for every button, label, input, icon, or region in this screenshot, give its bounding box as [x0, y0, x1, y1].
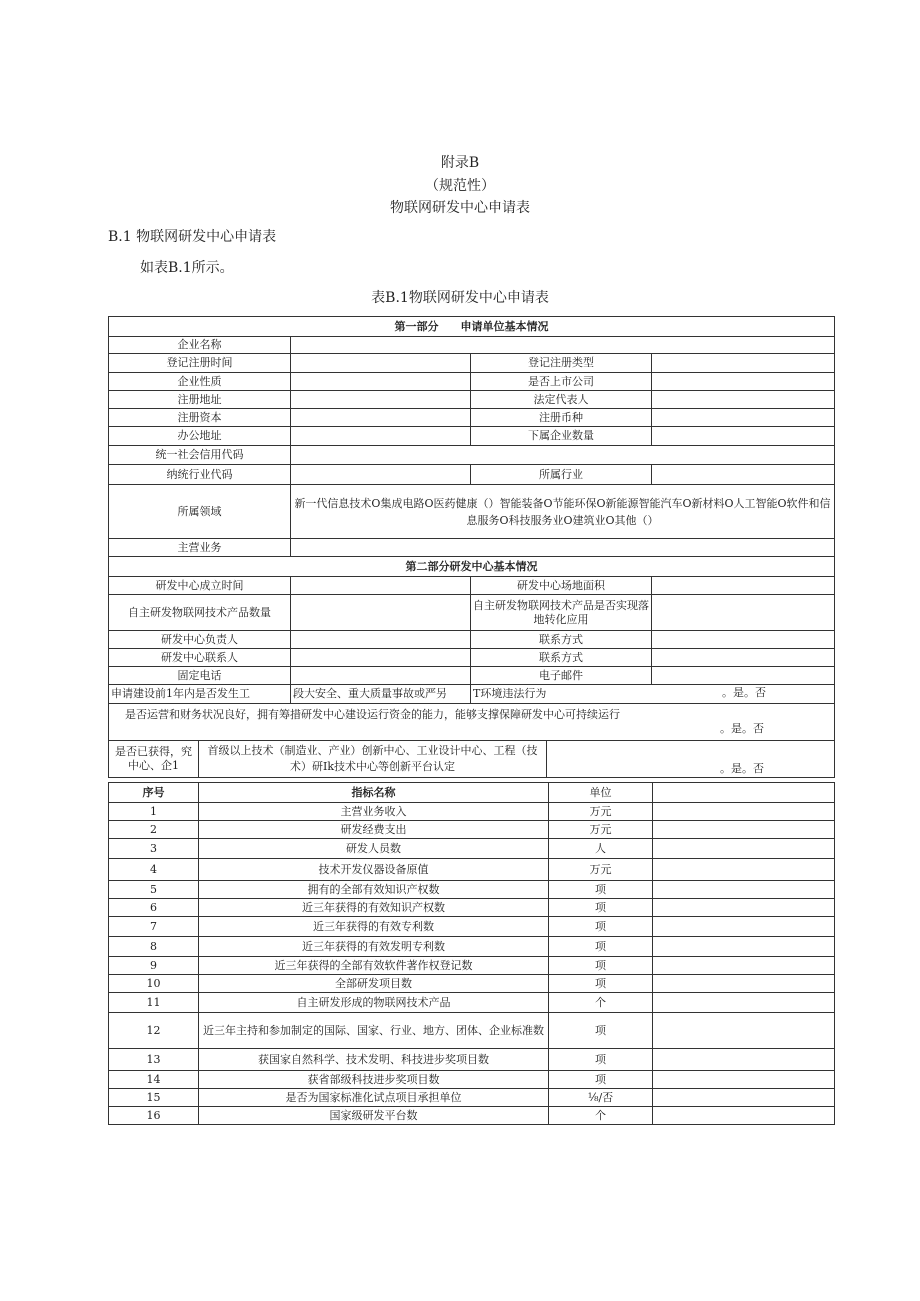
nature-label: 企业性质 [109, 373, 291, 391]
indicator-row [109, 821, 835, 839]
form-row [109, 539, 835, 557]
indicator-value[interactable] [653, 859, 835, 881]
field-label: 所属领域 [109, 485, 291, 539]
appendix-nature: （规范性） [425, 178, 495, 194]
indicator-unit: 项 [549, 881, 653, 899]
company-name-label: 企业名称 [109, 337, 291, 354]
indicator-value[interactable] [653, 899, 835, 917]
indicator-no: 13 [109, 1049, 199, 1071]
contact-method-label: 联系方式 [471, 631, 652, 649]
indicator-name: 获国家自然科学、技术发明、科技进步奖项目数 [199, 1049, 549, 1071]
area-value[interactable] [652, 577, 835, 595]
indicator-no: 10 [109, 975, 199, 993]
indicator-no: 6 [109, 899, 199, 917]
director-value[interactable] [291, 631, 471, 649]
indicator-unit: 项 [549, 1013, 653, 1049]
part1-title: 第一部分 申请单位基本情况 [109, 317, 835, 337]
reg-time-value[interactable] [291, 354, 471, 373]
form-row [109, 741, 835, 778]
indicator-value[interactable] [653, 937, 835, 957]
indicator-row [109, 839, 835, 859]
credit-code-value[interactable] [291, 446, 835, 465]
q1-text-c [471, 685, 835, 704]
indicator-unit: 万元 [549, 803, 653, 821]
listed-value[interactable] [652, 373, 835, 391]
form-row [109, 577, 835, 595]
indicator-unit: 项 [549, 937, 653, 957]
product-applied-value[interactable] [652, 595, 835, 631]
col-name-header: 指标名称 [199, 783, 549, 803]
indicator-unit: ⅛/否 [549, 1089, 653, 1107]
subsidiaries-value[interactable] [652, 427, 835, 446]
indicator-row [109, 1049, 835, 1071]
indicator-no: 15 [109, 1089, 199, 1107]
q2-text: 是否运营和财务状况良好，拥有筹措研发中心建设运行资金的能力，能够支撑保障研发中心可持续运行 [125, 708, 620, 721]
col-unit-header: 单位 [549, 783, 653, 803]
q3-text-b: 首级以上技术（制造业、产业）创新中心、工业设计中心、工程（技术）研Ik技术中心等创新平台认定 [199, 741, 547, 778]
part1-title-row [109, 317, 835, 337]
indicator-header-row [109, 783, 835, 803]
indicator-value[interactable] [653, 917, 835, 937]
indicator-no: 5 [109, 881, 199, 899]
office-label: 办公地址 [109, 427, 291, 446]
indicator-name: 研发经费支出 [199, 821, 549, 839]
contact-person-label: 研发中心联系人 [109, 649, 291, 667]
q2-cell [109, 704, 835, 741]
email-label: 电子邮件 [471, 667, 652, 685]
indicator-unit: 万元 [549, 859, 653, 881]
indicator-row [109, 1013, 835, 1049]
indicator-unit: 项 [549, 975, 653, 993]
phone-label: 固定电话 [109, 667, 291, 685]
industry-label: 所属行业 [471, 465, 652, 485]
indicator-row [109, 993, 835, 1013]
indicator-table [108, 782, 835, 1125]
contact-person-value[interactable] [291, 649, 471, 667]
indicator-no: 16 [109, 1107, 199, 1125]
field-options[interactable]: 新一代信息技术O集成电路O医药健康（）智能装备O节能环保O新能源智能汽车O新材料O人工智能O软件和信息服务O科技服务业O建筑业O其他（） [291, 485, 835, 539]
indicator-name: 获省部级科技进步奖项目数 [199, 1071, 549, 1089]
indicator-value[interactable] [653, 1049, 835, 1071]
indicator-no: 11 [109, 993, 199, 1013]
indicator-no: 1 [109, 803, 199, 821]
indicator-no: 9 [109, 957, 199, 975]
established-label: 研发中心成立时间 [109, 577, 291, 595]
q3-text-a: 是否已获得，究中心、企1 [109, 741, 199, 778]
indicator-unit: 个 [549, 993, 653, 1013]
appendix-title: 物联网研发中心申请表 [390, 200, 530, 216]
q1-text-b: 段大安全、重大质量事故或严另 [291, 685, 471, 704]
area-label: 研发中心场地面积 [471, 577, 652, 595]
reg-type-label: 登记注册类型 [471, 354, 652, 373]
form-row [109, 446, 835, 465]
reg-type-value[interactable] [652, 354, 835, 373]
contact-method-value[interactable] [652, 631, 835, 649]
form-row [109, 631, 835, 649]
form-row [109, 391, 835, 409]
form-row [109, 704, 835, 741]
phone-value[interactable] [291, 667, 471, 685]
indicator-name: 近三年获得的有效专利数 [199, 917, 549, 937]
q1-text-a: 申请建设前1年内是否发生工 [109, 685, 291, 704]
form-row [109, 485, 835, 539]
indicator-no: 12 [109, 1013, 199, 1049]
indicator-value[interactable] [653, 1013, 835, 1049]
main-business-value[interactable] [291, 539, 835, 557]
indicator-no: 3 [109, 839, 199, 859]
indicator-row [109, 899, 835, 917]
form-row [109, 667, 835, 685]
indicator-row [109, 957, 835, 975]
indicator-no: 14 [109, 1071, 199, 1089]
form-row [109, 337, 835, 354]
indicator-value[interactable] [653, 1107, 835, 1125]
legal-rep-label: 法定代表人 [471, 391, 652, 409]
col-value-header [653, 783, 835, 803]
capital-value[interactable] [291, 409, 471, 427]
indicator-value[interactable] [653, 957, 835, 975]
section-intro: 如表B.1所示。 [140, 260, 234, 276]
indicator-no: 2 [109, 821, 199, 839]
indicator-row [109, 881, 835, 899]
indicator-unit: 项 [549, 899, 653, 917]
q1-yes-no[interactable]: 。是。否 [722, 686, 766, 699]
q1-text-c-label: T环境违法行为 [473, 687, 547, 700]
q3-cell [547, 741, 835, 778]
subsidiaries-label: 下属企业数量 [471, 427, 652, 446]
contact-method-value[interactable] [652, 649, 835, 667]
part2-title-row [109, 557, 835, 577]
indicator-unit: 万元 [549, 821, 653, 839]
contact-method-label: 联系方式 [471, 649, 652, 667]
indicator-unit: 项 [549, 917, 653, 937]
indicator-name: 自主研发形成的物联网技术产品 [199, 993, 549, 1013]
nature-value[interactable] [291, 373, 471, 391]
indicator-unit: 人 [549, 839, 653, 859]
indicator-row [109, 937, 835, 957]
indicator-value[interactable] [653, 1089, 835, 1107]
indicator-name: 是否为国家标准化试点项目承担单位 [199, 1089, 549, 1107]
product-count-label: 自主研发物联网技术产品数量 [109, 595, 291, 631]
product-count-value[interactable] [291, 595, 471, 631]
form-row [109, 649, 835, 667]
form-row [109, 427, 835, 446]
indicator-value[interactable] [653, 821, 835, 839]
indicator-value[interactable] [653, 803, 835, 821]
q2-yes-no[interactable]: 。是。否 [720, 722, 764, 735]
indicator-name: 技术开发仪器设备原值 [199, 859, 549, 881]
company-name-value[interactable] [291, 337, 835, 354]
listed-label: 是否上市公司 [471, 373, 652, 391]
appendix-label: 附录B [440, 155, 480, 171]
form-row [109, 373, 835, 391]
indicator-no: 8 [109, 937, 199, 957]
indicator-row [109, 859, 835, 881]
application-form-table [108, 316, 835, 778]
q3-yes-no[interactable]: 。是。否 [720, 762, 764, 775]
indicator-name: 近三年主持和参加制定的国际、国家、行业、地方、团体、企业标准数 [199, 1013, 549, 1049]
address-label: 注册地址 [109, 391, 291, 409]
indicator-value[interactable] [653, 881, 835, 899]
indicator-value[interactable] [653, 1071, 835, 1089]
indicator-name: 近三年获得的全部有效软件著作权登记数 [199, 957, 549, 975]
industry-value[interactable] [652, 465, 835, 485]
indicator-value[interactable] [653, 975, 835, 993]
indicator-unit: 项 [549, 1049, 653, 1071]
table-caption: 表B.1物联网研发中心申请表 [371, 290, 549, 306]
indicator-value[interactable] [653, 993, 835, 1013]
indicator-unit: 项 [549, 1071, 653, 1089]
director-label: 研发中心负责人 [109, 631, 291, 649]
indicator-value[interactable] [653, 839, 835, 859]
email-value[interactable] [652, 667, 835, 685]
indicator-name: 主营业务收入 [199, 803, 549, 821]
indicator-row [109, 1071, 835, 1089]
indicator-name: 全部研发项目数 [199, 975, 549, 993]
industry-code-label: 纳统行业代码 [109, 465, 291, 485]
indicator-row [109, 803, 835, 821]
form-row [109, 595, 835, 631]
indicator-unit: 项 [549, 957, 653, 975]
credit-code-label: 统一社会信用代码 [109, 446, 291, 465]
form-row [109, 685, 835, 704]
indicator-no: 7 [109, 917, 199, 937]
main-business-label: 主营业务 [109, 539, 291, 557]
indicator-name: 近三年获得的有效知识产权数 [199, 899, 549, 917]
indicator-name: 国家级研发平台数 [199, 1107, 549, 1125]
office-value[interactable] [291, 427, 471, 446]
indicator-name: 拥有的全部有效知识产权数 [199, 881, 549, 899]
indicator-unit: 个 [549, 1107, 653, 1125]
form-row [109, 354, 835, 373]
industry-code-value[interactable] [291, 465, 471, 485]
indicator-name: 研发人员数 [199, 839, 549, 859]
currency-value[interactable] [652, 409, 835, 427]
reg-time-label: 登记注册时间 [109, 354, 291, 373]
currency-label: 注册币种 [471, 409, 652, 427]
indicator-no: 4 [109, 859, 199, 881]
capital-label: 注册资本 [109, 409, 291, 427]
col-no-header: 序号 [109, 783, 199, 803]
part2-title: 第二部分研发中心基本情况 [109, 557, 835, 577]
legal-rep-value[interactable] [652, 391, 835, 409]
product-applied-label: 自主研发物联网技术产品是否实现落地转化应用 [471, 595, 652, 631]
form-row [109, 409, 835, 427]
indicator-row [109, 1107, 835, 1125]
section-heading: B.1 物联网研发中心申请表 [108, 229, 277, 245]
established-value[interactable] [291, 577, 471, 595]
indicator-row [109, 917, 835, 937]
indicator-name: 近三年获得的有效发明专利数 [199, 937, 549, 957]
form-row [109, 465, 835, 485]
indicator-row [109, 975, 835, 993]
indicator-row [109, 1089, 835, 1107]
address-value[interactable] [291, 391, 471, 409]
